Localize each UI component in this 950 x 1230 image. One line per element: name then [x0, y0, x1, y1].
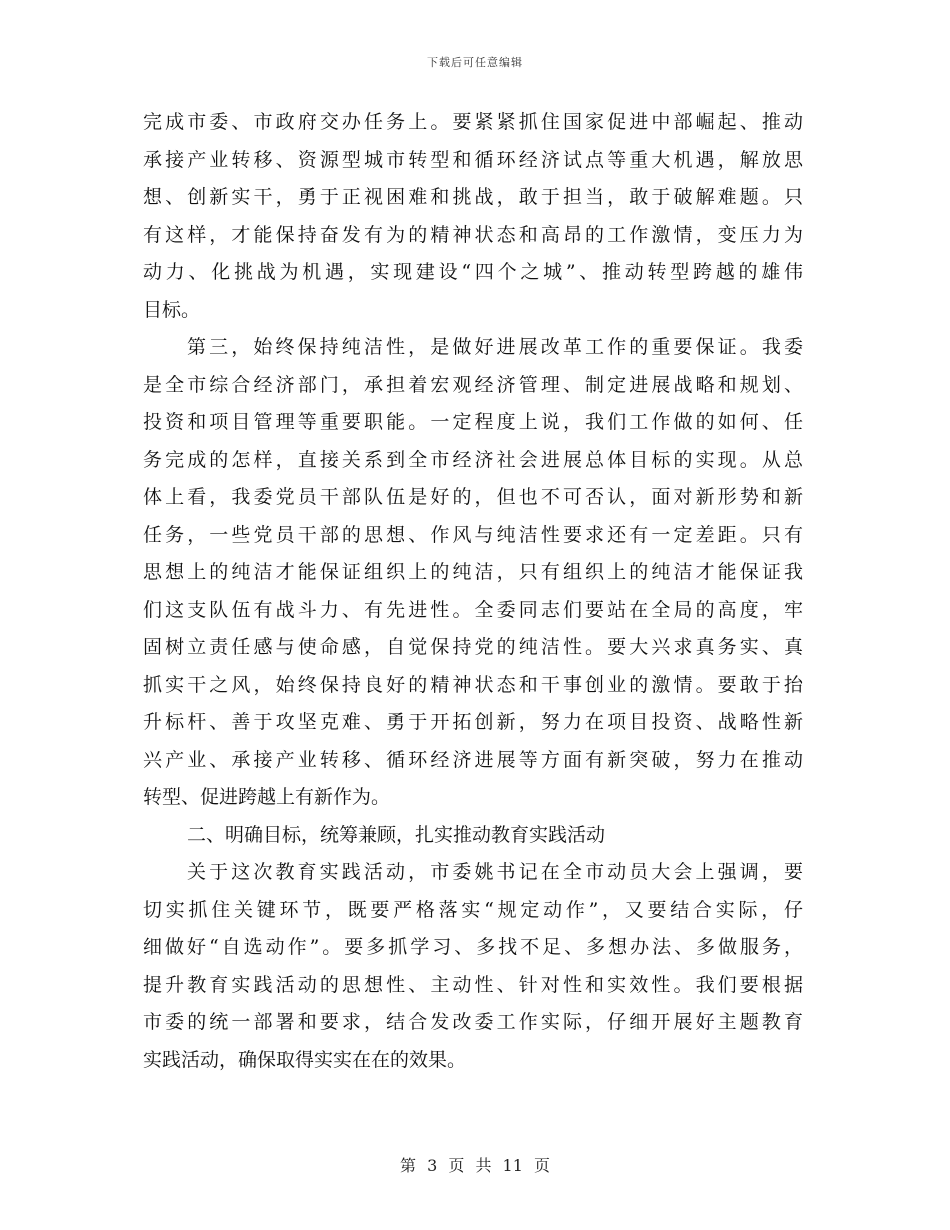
paragraph-1	[143, 104, 803, 329]
text-line: 关于这次教育实践活动，市委姚书记在全市动员大会上强调，要	[187, 861, 803, 883]
text-line: 体上看，我委党员干部队伍是好的，但也不可否认，面对新形势和新	[143, 486, 803, 508]
paragraph-2	[143, 329, 803, 817]
text-line: 承接产业转移、资源型城市转型和循环经济试点等重大机遇，解放思	[143, 148, 803, 171]
text-line: 市委的统一部署和要求，结合发改委工作实际，仔细开展好主题教育	[143, 1011, 803, 1033]
text-line: 实践活动，确保取得实实在在的效果。	[143, 1048, 467, 1071]
text-line: 提升教育实践活动的思想性、主动性、针对性和实效性。我们要根据	[143, 973, 803, 996]
text-line: 目标。	[143, 298, 201, 321]
text-line: 动力、化挑战为机遇，实现建设“四个之城”、推动转型跨越的雄伟	[143, 261, 803, 283]
text-line: 转型、促进跨越上有新作为。	[143, 786, 391, 808]
text-line: 投资和项目管理等重要职能。一定程度上说，我们工作做的如何、任	[143, 411, 803, 433]
text-line: 固树立责任感与使命感，自觉保持党的纯洁性。要大兴求真务实、真	[143, 636, 803, 658]
heading-line: 二、明确目标，统筹兼顾，扎实推动教育实践活动	[187, 823, 606, 846]
text-line: 们这支队伍有战斗力、有先进性。全委同志们要站在全局的高度，牢	[143, 598, 803, 621]
text-line: 是全市综合经济部门，承担着宏观经济管理、制定进展战略和规划、	[143, 373, 803, 396]
text-line: 任务，一些党员干部的思想、作风与纯洁性要求还有一定差距。只有	[143, 523, 803, 546]
text-line: 抓实干之风，始终保持良好的精神状态和干事创业的激情。要敢于抬	[143, 673, 803, 696]
text-line: 务完成的怎样，直接关系到全市经济社会进展总体目标的实现。从总	[143, 448, 803, 471]
text-line: 想、创新实干，勇于正视困难和挑战，敢于担当，敢于破解难题。只	[143, 186, 803, 208]
paragraph-3	[143, 854, 803, 1079]
page-number-footer: 第 3 页 共 11 页	[400, 1156, 550, 1175]
text-line: 兴产业、承接产业转移、循环经济进展等方面有新突破，努力在推动	[143, 748, 803, 771]
text-line: 完成市委、市政府交办任务上。要紧紧抓住国家促进中部崛起、推动	[143, 111, 803, 133]
text-line: 细做好“自选动作”。要多抓学习、多找不足、多想办法、多做服务，	[143, 936, 803, 958]
text-line: 升标杆、善于攻坚克难、勇于开拓创新，努力在项目投资、战略性新	[143, 711, 803, 733]
page-header: 下载后可任意编辑	[427, 56, 523, 69]
text-line: 切实抓住关键环节，既要严格落实“规定动作”，又要结合实际，仔	[143, 898, 803, 921]
text-line: 第三，始终保持纯洁性，是做好进展改革工作的重要保证。我委	[187, 336, 803, 358]
section-heading	[143, 817, 803, 855]
text-line: 思想上的纯洁才能保证组织上的纯洁，只有组织上的纯洁才能保证我	[143, 561, 803, 583]
text-line: 有这样，才能保持奋发有为的精神状态和高昂的工作激情，变压力为	[143, 223, 803, 246]
document-body	[143, 104, 803, 1079]
